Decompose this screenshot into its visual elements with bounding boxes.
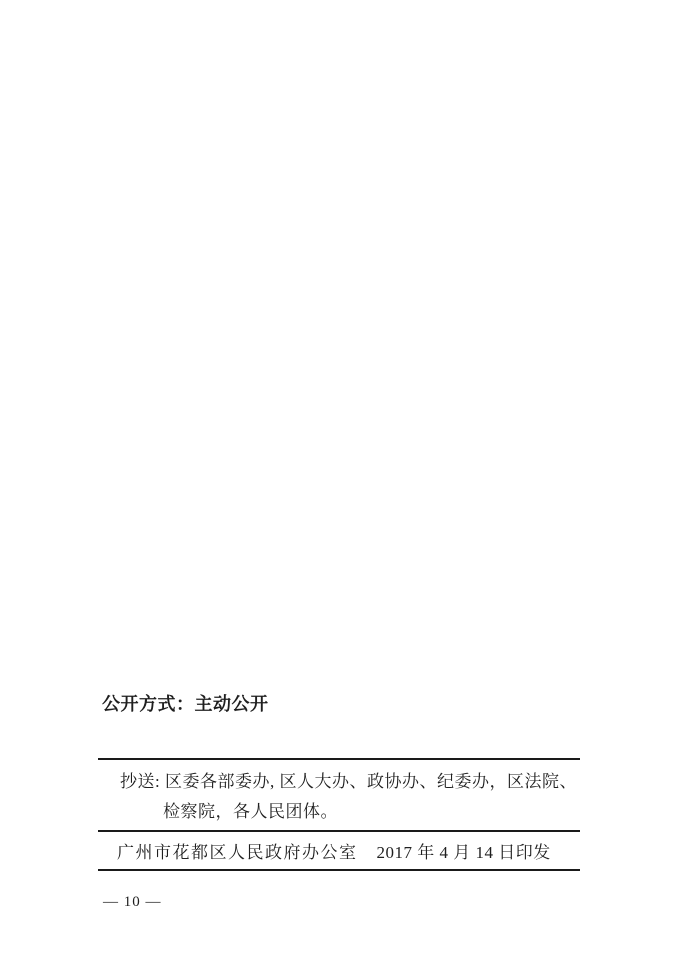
page-number: — 10 —	[103, 894, 162, 910]
cc-recipients-line-1: 抄送: 区委各部委办, 区人大办、政协办、纪委办，区法院、	[120, 772, 577, 791]
cc-recipients-line-2: 检察院，各人民团体。	[163, 802, 338, 821]
colophon-bottom-rule	[98, 869, 580, 871]
issuing-office: 广州市花都区人民政府办公室	[117, 843, 358, 862]
publicity-method-line: 公开方式：主动公开	[102, 694, 269, 714]
cc-block-top-rule	[98, 758, 580, 760]
colophon-line	[117, 843, 551, 863]
print-date: 2017 年 4 月 14 日印发	[376, 843, 551, 862]
cc-block-middle-rule	[98, 830, 580, 832]
